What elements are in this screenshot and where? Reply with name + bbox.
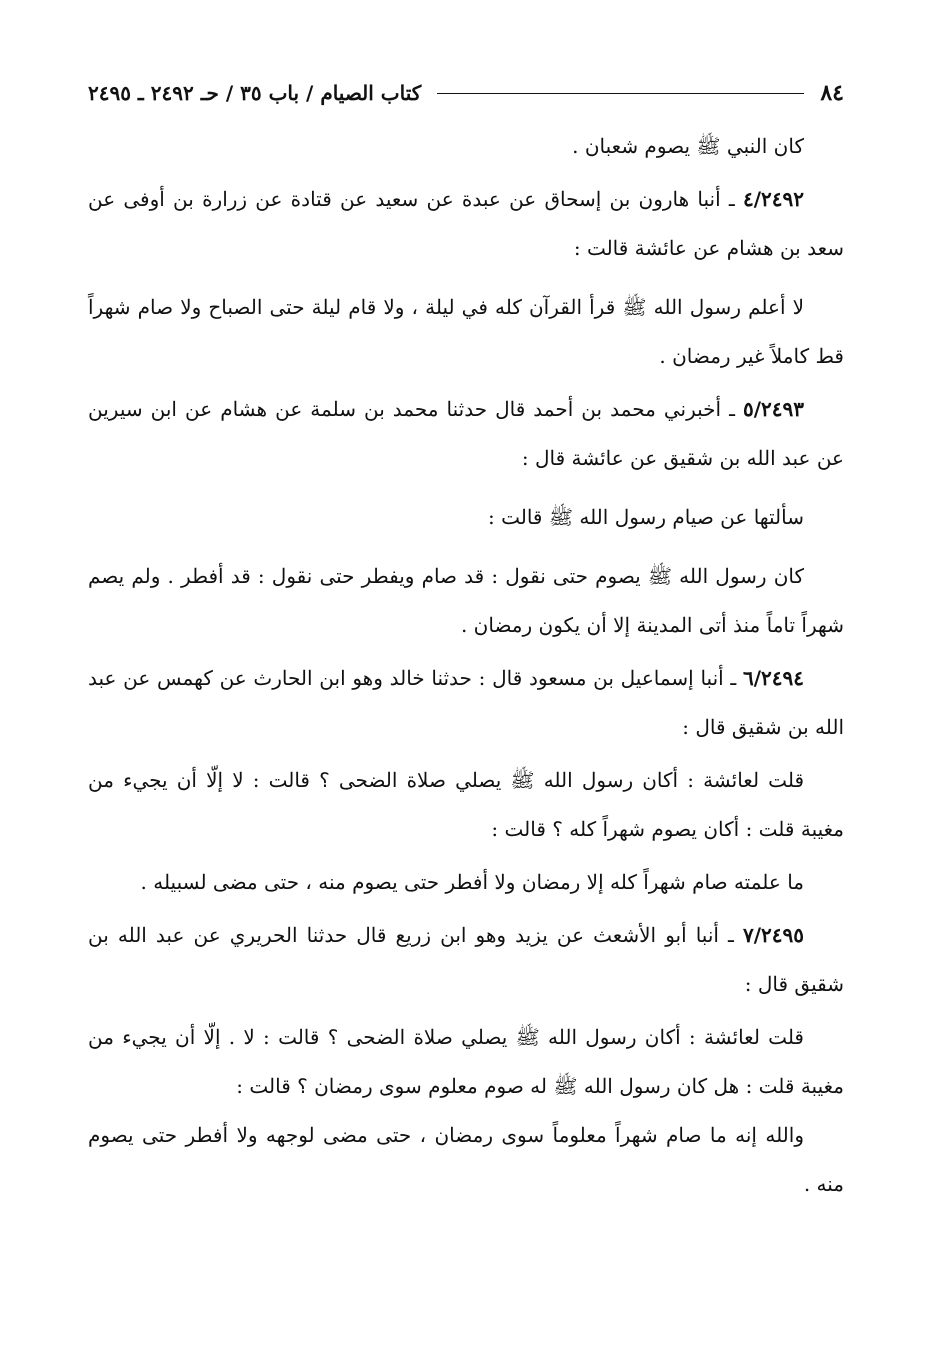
hadith-text: ـ أخبرني محمد بن أحمد قال حدثنا محمد بن سلمة عن هشام عن ابن سيرين عن عبد الله بن شقيق عن عائشة قال : <box>88 397 844 470</box>
paragraph-text: لا أعلم رسول الله ﷺ قرأ القرآن كله في ليلة ، ولا قام ليلة حتى الصباح ولا صام شهراً قط كاملاً غير رمضان . <box>88 295 844 368</box>
page-number: ٨٤ <box>820 80 844 106</box>
paragraph-text: سألتها عن صيام رسول الله ﷺ قالت : <box>487 505 804 529</box>
hadith-text: ـ أنبا هارون بن إسحاق عن عبدة عن سعيد عن قتادة عن زرارة بن أوفى عن سعد بن هشام عن عائشة قالت : <box>88 187 844 260</box>
hadith-2493 <box>88 385 844 483</box>
hadith-text: ـ أنبا إسماعيل بن مسعود قال : حدثنا خالد وهو ابن الحارث عن كهمس عن عبد الله بن شقيق قال : <box>88 666 844 739</box>
hadith-number: ٧/٢٤٩٥ <box>742 923 804 947</box>
header-rule <box>437 93 804 94</box>
hadith-number: ٤/٢٤٩٢ <box>742 187 804 211</box>
paragraph-text: ما علمته صام شهراً كله إلا رمضان ولا أفطر حتى يصوم منه ، حتى مضى لسبيله . <box>140 870 804 894</box>
paragraph-text: قلت لعائشة : أكان رسول الله ﷺ يصلي صلاة الضحى ؟ قالت : لا . إلّا أن يجيء من مغيبة قلت : هل كان رسول الله ﷺ له صوم معلوم سوى رمضان ؟ قالت : <box>88 1025 844 1098</box>
paragraph-5 <box>88 493 844 542</box>
paragraph-text: قلت لعائشة : أكان رسول الله ﷺ يصلي صلاة الضحى ؟ قالت : لا إلّا أن يجيء من مغيبة قلت : أكان يصوم شهراً كله ؟ قالت : <box>88 768 844 841</box>
paragraph-text: كان رسول الله ﷺ يصوم حتى نقول : قد صام ويفطر حتى نقول : قد أفطر . ولم يصم شهراً تاماً منذ أتى المدينة إلا أن يكون رمضان . <box>88 564 844 637</box>
hadith-text: ـ أنبا أبو الأشعث عن يزيد وهو ابن زريع قال حدثنا الحريري عن عبد الله بن شقيق قال : <box>88 923 844 996</box>
paragraph-12 <box>88 1111 844 1209</box>
paragraph-11 <box>88 1013 844 1111</box>
running-title: كتاب الصيام / باب ٣٥ / حـ ٢٤٩٢ ـ ٢٤٩٥ <box>88 81 422 105</box>
hadith-2492 <box>88 175 844 273</box>
paragraph-1 <box>88 122 844 171</box>
paragraph-6 <box>88 552 844 650</box>
paragraph-text: والله إنه ما صام شهراً معلوماً سوى رمضان ، حتى مضى لوجهه ولا أفطر حتى يصوم منه . <box>88 1123 844 1196</box>
page-body <box>88 122 844 1209</box>
paragraph-3 <box>88 283 844 381</box>
paragraph-8 <box>88 756 844 854</box>
page-header <box>88 76 844 110</box>
hadith-2494 <box>88 654 844 752</box>
hadith-number: ٦/٢٤٩٤ <box>742 666 804 690</box>
hadith-2495 <box>88 911 844 1009</box>
hadith-number: ٥/٢٤٩٣ <box>742 397 804 421</box>
paragraph-9 <box>88 858 844 907</box>
paragraph-text: كان النبي ﷺ يصوم شعبان . <box>572 134 804 158</box>
